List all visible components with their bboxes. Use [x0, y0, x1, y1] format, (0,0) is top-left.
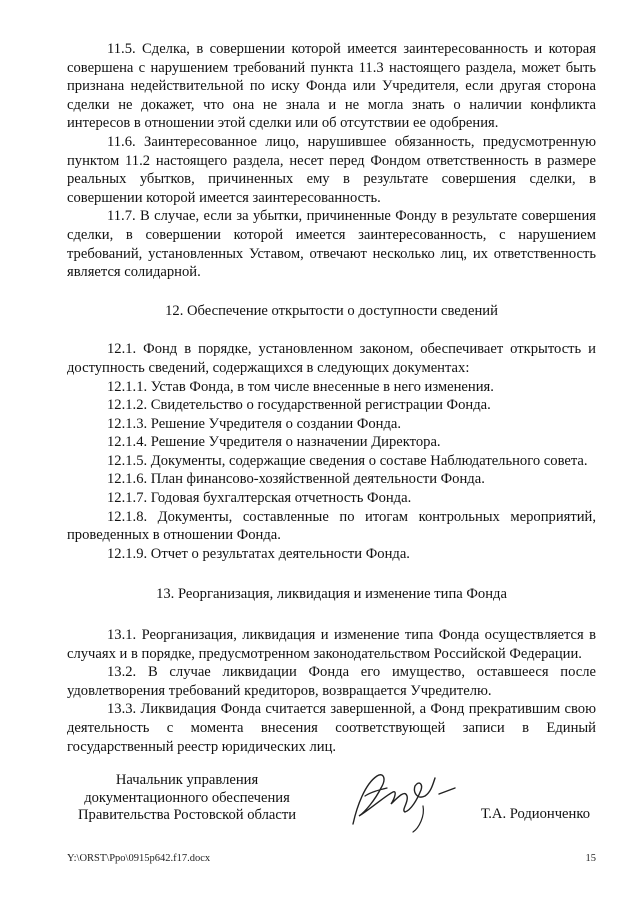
list-item-12-1-9: 12.1.9. Отчет о результатах деятельности Фонда.	[107, 545, 410, 562]
paragraph-11-6: 11.6. Заинтересованное лицо, нарушившее обязанность, предусмотренную пунктом 11.2 настоящего раздела, несет перед Фондом ответственность в размере реальных убытков, причиненных ему в результате совершения сделки, в совершении которой имеется заинтересованность.	[67, 133, 596, 206]
paragraph-13-1: 13.1. Реорганизация, ликвидация и изменение типа Фонда осуществляется в случаях и в порядке, предусмотренном законодательством Российской Федерации.	[67, 627, 596, 662]
list-item-12-1-5: 12.1.5. Документы, содержащие сведения о составе Наблюдательного совета.	[107, 452, 588, 469]
paragraph-11-7: 11.7. В случае, если за убытки, причиненные Фонду в результате совершения сделки, в совершении которой имеется заинтересованность, с нарушением требований, установленных Уставом, отвечают несколько лиц, их ответственность является солидарной.	[67, 208, 596, 281]
list-item-12-1-6: 12.1.6. План финансово-хозяйственной деятельности Фонда.	[107, 471, 485, 488]
section-12-heading: 12. Обеспечение открытости о доступности сведений	[165, 302, 498, 319]
handwritten-signature	[335, 766, 465, 836]
paragraph-12-1: 12.1. Фонд в порядке, установленном законом, обеспечивает открытость и доступность сведений, содержащихся в следующих документах:	[67, 341, 596, 376]
position-line: документационного обеспечения	[84, 789, 290, 806]
page-number: 15	[585, 853, 596, 864]
paragraph-11-5: 11.5. Сделка, в совершении которой имеется заинтересованность и которая совершена с нарушением требований пункта 11.3 настоящего раздела, может быть признана недействительной по иску Фонда или Учредителя, если другая сторона сделки не докажет, что она не знала и не могла знать о наличии конфликта интересов в отношении этой сделки или об отсутствии ее одобрения.	[67, 41, 596, 132]
list-item-12-1-3: 12.1.3. Решение Учредителя о создании Фонда.	[107, 415, 402, 432]
list-item-12-1-7: 12.1.7. Годовая бухгалтерская отчетность Фонда.	[107, 490, 412, 507]
list-item-12-1-4: 12.1.4. Решение Учредителя о назначении Директора.	[107, 434, 441, 451]
list-item-12-1-8: 12.1.8. Документы, составленные по итогам контрольных мероприятий, проведенных в отношении Фонда.	[67, 508, 596, 544]
section-13-heading: 13. Реорганизация, ликвидация и изменение типа Фонда	[156, 586, 507, 603]
list-item-12-1-1: 12.1.1. Устав Фонда, в том числе внесенные в него изменения.	[107, 378, 494, 395]
list-item-12-1-2: 12.1.2. Свидетельство о государственной регистрации Фонда.	[107, 397, 491, 414]
signatory-position	[67, 772, 307, 825]
position-line: Начальник управления	[115, 772, 259, 788]
document-body	[67, 40, 596, 756]
position-line: Правительства Ростовской области	[77, 807, 297, 823]
signatory-name: Т.А. Родионченко	[480, 806, 590, 822]
file-path: Y:\ORST\Ppo\0915p642.f17.docx	[67, 853, 211, 864]
paragraph-13-3: 13.3. Ликвидация Фонда считается завершенной, а Фонд прекратившим свою деятельность с момента внесения соответствующей записи в Единый государственный реестр юридических лиц.	[67, 701, 596, 755]
paragraph-13-2: 13.2. В случае ликвидации Фонда его имущество, оставшееся после удовлетворения требований кредиторов, возвращается Учредителю.	[67, 664, 596, 699]
signature-block	[67, 772, 596, 832]
